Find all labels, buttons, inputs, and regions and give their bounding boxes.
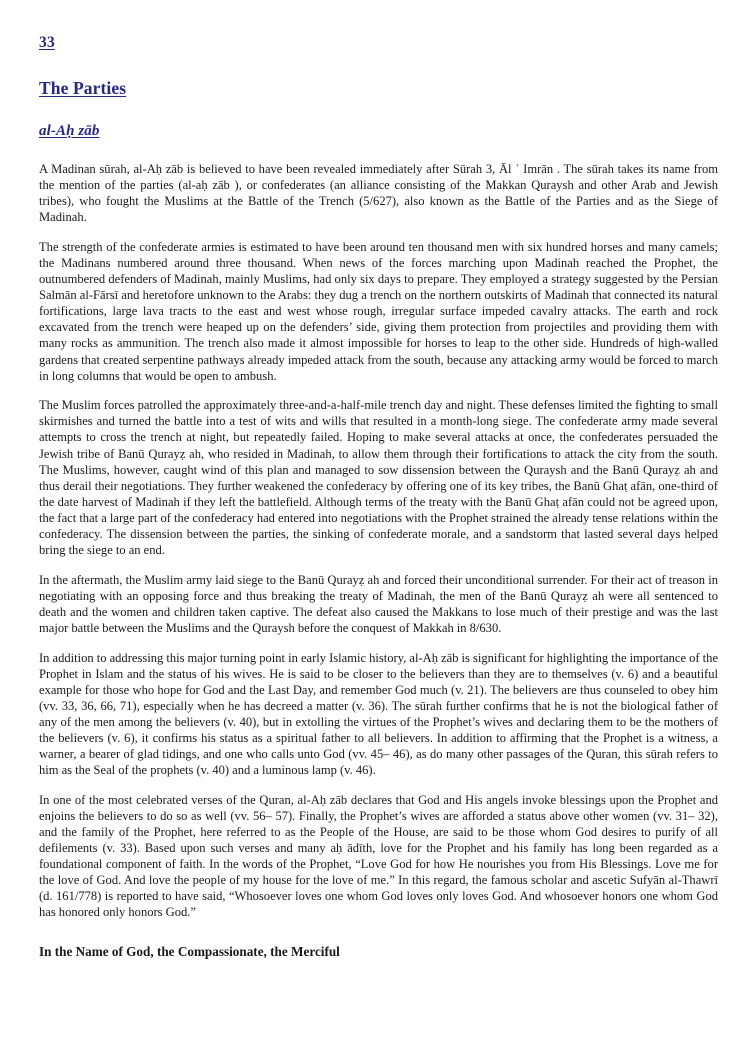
chapter-title: The Parties bbox=[39, 78, 127, 98]
body-paragraph: In addition to addressing this major turning point in early Islamic history, al-Aḥ zāb is significant for highlighting the importance of the Prophet in Islam and the status of his wives. He is said to be closer to the believers than they are to themselves (v. 6) and a beautiful example for those who hope for God and the Last Day, and remember God much (v. 21). The believers are thus counseled to obey him (vv. 33, 36, 66, 71), especially when he has decreed a matter (v. 36). The sūrah further confirms that he is not the biological father of any of the men among the believers (v. 40), but in extolling the virtues of the Prophet’s wives and declaring them to be the mothers of the believers (v. 6), it confirms his status as a spiritual father to all believers. In addition to affirming that the Prophet is a witness, a warner, a bearer of glad tidings, and one who calls unto God (vv. 45– 46), as do many other passages of the Quran, this sūrah refers to him as the Seal of the prophets (v. 40) and a luminous lamp (v. 46). bbox=[39, 650, 719, 778]
body-paragraph: In the aftermath, the Muslim army laid siege to the Banū Qurayẓ ah and forced their unconditional surrender. For their act of treason in negotiating with an opposing force and thus breaking the treaty of Madinah, the men of the Banū Qurayẓ ah were all sentenced to death and the women and children taken captive. The defeat also caused the Makkans to lose much of their prestige and was the last major battle between the Muslims and the Quraysh before the conquest of Makkah in 8/630. bbox=[39, 572, 718, 635]
body-paragraph: In one of the most celebrated verses of the Quran, al-Aḥ zāb declares that God and His angels invoke blessings upon the Prophet and enjoins the believers to do so as well (vv. 56– 57). Finally, the Prophet’s wives are afforded a status above other women (vv. 31– 32), and the family of the Prophet, here referred to as the People of the House, are said to be those whom God desires to purify of all defilements (v. 33). Based upon such verses and many aḥ ādīth, love for the Prophet and his family has long been regarded as a foundational component of faith. In the words of the Prophet, “Love God for how He nourishes you from His Blessings. Love me for the love of God. And love the people of my house for the love of me.” In this regard, the famous scholar and ascetic Sufyān al-Thawrī (d. 161/778) is reported to have said, “Whosoever loves one whom God loves only loves God. And whosoever honors one whom God has honored only honors God.” bbox=[39, 792, 718, 920]
body-paragraph: A Madinan sūrah, al-Aḥ zāb is believed to have been revealed immediately after Sūrah 3, Āl ʿ Imrān . The sūrah takes its name from the mention of the parties (al-aḥ zāb ), or confederates (an alliance consisting of the Makkan Quraysh and other Arab and Jewish tribes), who fought the Muslims at the Battle of the Trench (5/627), also known as the Battle of the Parties and as the Siege of Madinah. bbox=[39, 162, 718, 225]
chapter-subtitle-transliteration: al-Aḥ zāb bbox=[39, 123, 100, 139]
basmala-heading: In the Name of God, the Compassionate, the Merciful bbox=[39, 943, 340, 959]
body-paragraph: The strength of the confederate armies is estimated to have been around ten thousand men with six hundred horses and many camels; the Madinans numbered around three thousand. When news of the forces marching upon Madinah reached the Prophet, the outnumbered defenders of Madinah, mainly Muslims, had only six days to prepare. They employed a strategy suggested by the Persian Salmān al-Fārsī and heretofore unknown to the Arabs: they dug a trench on the northern outskirts of Madinah that connected its natural fortifications, large lava tracts to the east and west whose rough, irregular surface impeded cavalry attacks. The earth and rock excavated from the trench were heaped up on the defenders’ side, giving them protection from projectiles and providing them with many rocks as ammunition. The trench also made it almost impossible for horses to leap to the other side. Hundreds of high-walled gardens that created serpentine pathways already impeded attack from the south, because any attacking army would be forced to march in long columns that would be open to ambush. bbox=[39, 239, 718, 383]
chapter-number: 33 bbox=[39, 34, 55, 51]
body-paragraph: The Muslim forces patrolled the approximately three-and-a-half-mile trench day and night. These defenses limited the fighting to small skirmishes and turned the battle into a test of wits and wills that resulted in a month-long siege. The confederate army made several attempts to cross the trench at night, but repeatedly failed. Hoping to make several attacks at once, the confederates persuaded the Jewish tribe of Banū Qurayẓ ah, who resided in Madinah, to allow them through their fortifications to attack the city from the south. The Muslims, however, caught wind of this plan and managed to sow dissension between the Quraysh and the Banū Qurayẓ ah and thus derail their negotiations. They further weakened the confederacy by offering one of its key tribes, the Banū Ghaṭ afān, one-third of the date harvest of Madinah if they left the battlefield. Although terms of the treaty with the Banū Ghaṭ afān could not be agreed upon, the fact that a large part of the confederacy had entered into negotiations with the Prophet strained the already tense relations within the confederacy. The dissension between the parties, the sinking of confederate morale, and a sandstorm that lasted several days helped bring the siege to an end. bbox=[39, 398, 718, 558]
